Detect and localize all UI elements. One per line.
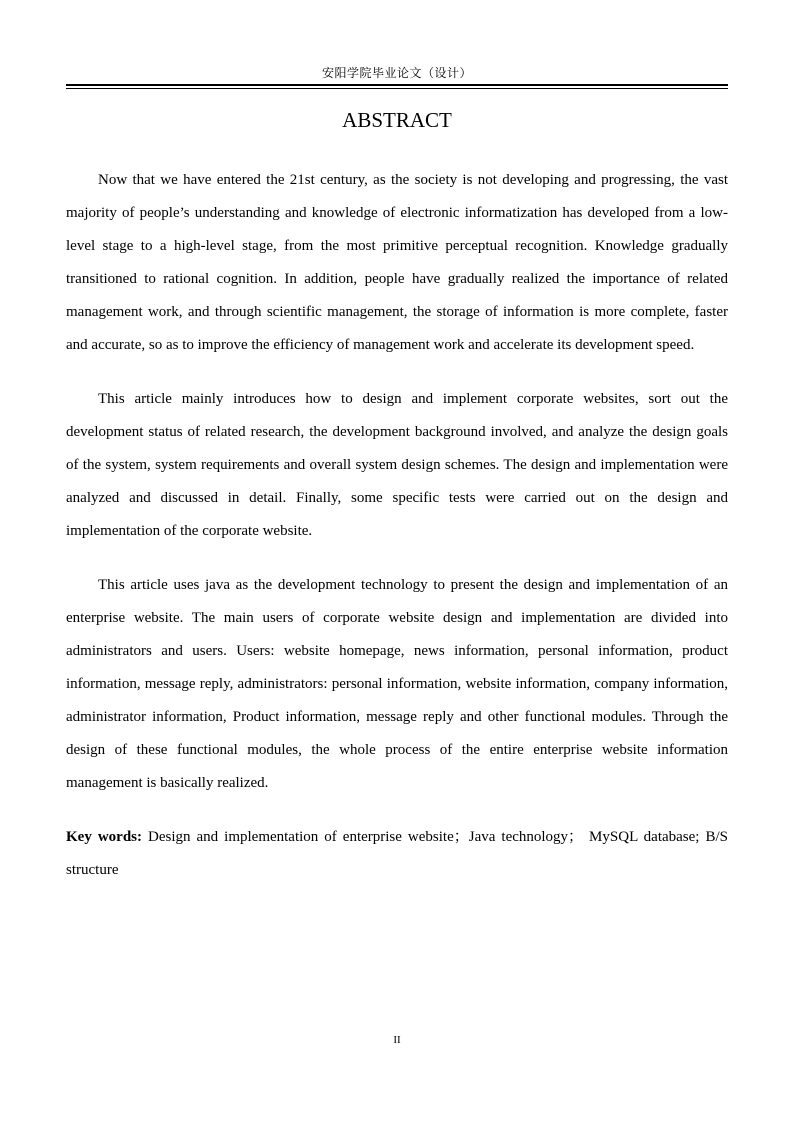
abstract-paragraph-1: Now that we have entered the 21st century, as the society is not developing and progressing, the vast majority of people’s understanding and knowledge of electronic informatization has developed from a low-level stage to a high-level stage, from the most primitive perceptual recognition. Knowledge gradually transitioned to rational cognition. In addition, people have gradually realized the importance of related management work, and through scientific management, the storage of information is more complete, faster and accurate, so as to improve the efficiency of management work and accelerate its development speed.: [66, 172, 728, 353]
keywords-label: Key words:: [66, 829, 142, 845]
abstract-paragraph-2: This article mainly introduces how to design and implement corporate websites, sort out the development status of related research, the development background involved, and analyze the design goals of the system, system requirements and overall system design schemes. The design and implementation were analyzed and discussed in detail. Finally, some specific tests were carried out on the design and implementation of the corporate website.: [66, 391, 728, 539]
keywords-text: Design and implementation of enterprise website；Java technology； MySQL database; B/S structure: [66, 829, 728, 878]
abstract-title: ABSTRACT: [342, 108, 452, 132]
page-number: II: [393, 1034, 401, 1046]
abstract-paragraph-3: This article uses java as the development technology to present the design and implementation of an enterprise website. The main users of corporate website design and implementation are divided into administrators and users. Users: website homepage, news information, personal information, product information, message reply, administrators: personal information, website information, company information, administrator information, Product information, message reply and other functional modules. Through the design of these functional modules, the whole process of the entire enterprise website information management is basically realized.: [66, 577, 728, 791]
running-header: 安阳学院毕业论文（设计）: [321, 66, 472, 80]
header-double-rule: [66, 84, 728, 89]
keywords-line: [66, 821, 728, 887]
abstract-body: [66, 164, 728, 887]
